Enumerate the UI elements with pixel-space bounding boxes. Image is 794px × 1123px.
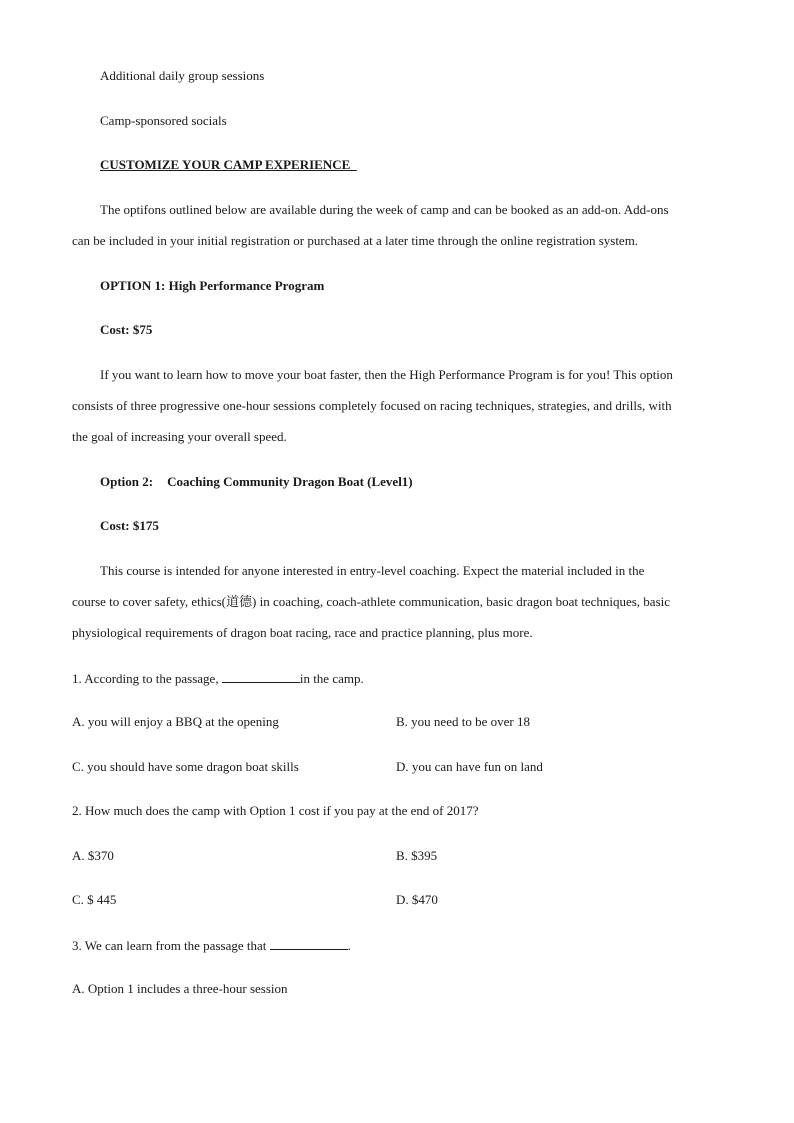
question-3-stem-start: 3. We can learn from the passage that (72, 938, 270, 953)
option1-cost: Cost: $75 (100, 322, 153, 337)
customize-heading (100, 157, 357, 173)
question-3-option-a: A. Option 1 includes a three-hour session (72, 981, 288, 996)
benefit-item-group-sessions: Additional daily group sessions (100, 68, 265, 83)
question-1-option-b: B. you need to be over 18 (396, 714, 530, 729)
option2-heading-title: Coaching Community Dragon Boat (Level1) (167, 474, 413, 489)
benefit-item-socials: Camp-sponsored socials (100, 113, 227, 128)
question-2-option-b: B. $395 (396, 848, 438, 863)
option2-heading (100, 474, 413, 490)
question-1-option-d: D. you can have fun on land (396, 759, 543, 774)
question-1-option-c: C. you should have some dragon boat skills (72, 759, 299, 774)
customize-heading-text: CUSTOMIZE YOUR CAMP EXPERIENCE (100, 157, 351, 172)
option1-paragraph-line: If you want to learn how to move your boat faster, then the High Performance Program is for you! This option (100, 367, 673, 382)
question-1-option-a: A. you will enjoy a BBQ at the opening (72, 714, 279, 729)
customize-paragraph-line: can be included in your initial registration or purchased at a later time through the online registration system. (72, 233, 639, 248)
question-1-stem-start: 1. According to the passage, (72, 671, 222, 686)
question-2-option-a: A. $370 (72, 848, 114, 863)
question-3-stem (72, 937, 351, 954)
question-1-answer-blank (222, 670, 300, 683)
customize-paragraph-line: The optifons outlined below are available during the week of camp and can be booked as an add-on. Add-ons (100, 202, 669, 217)
question-1-stem-end: in the camp. (299, 671, 364, 686)
option1-paragraph-line: the goal of increasing your overall speed. (72, 429, 287, 444)
option2-cost: Cost: $175 (100, 518, 159, 533)
question-2-option-c: C. $ 445 (72, 892, 117, 907)
option2-paragraph-line: physiological requirements of dragon boat racing, race and practice planning, plus more. (72, 625, 533, 640)
option2-paragraph-line: course to cover safety, ethics(道德) in coaching, coach-athlete communication, basic dragon boat techniques, basic (72, 594, 671, 609)
option2-paragraph-line: This course is intended for anyone interested in entry-level coaching. Expect the material included in the (100, 563, 645, 578)
question-3-stem-end: . (347, 938, 351, 953)
option2-heading-label: Option 2: (100, 474, 154, 489)
customize-heading-trailing-underline (350, 157, 357, 172)
option1-heading: OPTION 1: High Performance Program (100, 278, 325, 293)
question-2-option-d: D. $470 (396, 892, 438, 907)
option1-paragraph-line: consists of three progressive one-hour sessions completely focused on racing techniques, strategies, and drills, with (72, 398, 672, 413)
question-2-stem: 2. How much does the camp with Option 1 cost if you pay at the end of 2017? (72, 803, 479, 818)
question-1-stem (72, 670, 364, 687)
question-3-answer-blank (270, 937, 348, 950)
